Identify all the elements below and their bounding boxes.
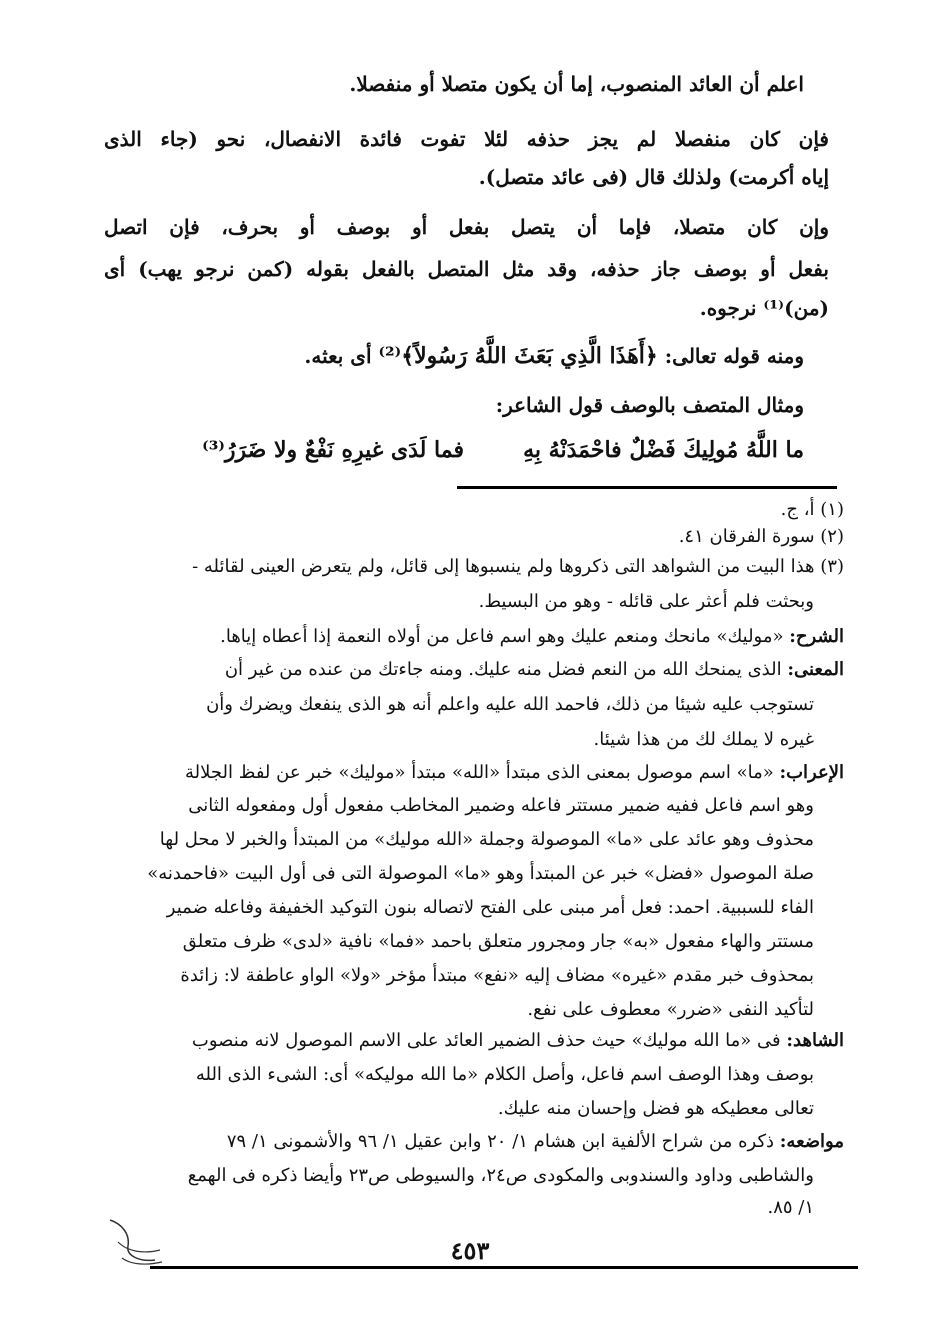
irab-label: الإعراب: [779,762,844,783]
body-line-2: فإن كان منفصلا لم يجز حذفه لئلا تفوت فائدة الانفصال، نحو (جاء الذى [104,127,829,151]
quran-intro: ومنه قوله تعالى: [664,344,804,368]
irab-line-1 [185,762,844,783]
irab-line-2: وهو اسم فاعل ففيه ضمير مستتر فاعله وضمير المخاطب مفعول أول ومفعوله الثانى [188,795,814,816]
quran-verse: ﴿أَهَذَا الَّذِي بَعَثَ اللَّهُ رَسُولاً﴾⁽²⁾ [378,343,658,369]
irab-text-1: «ما» اسم موصول بمعنى الذى مبتدأ «الله» مبتدأ «موليك» خبر عن لفظ الجلالة [185,762,774,783]
body-line-5: بفعل أو بوصف جاز حذفه، وقد مثل المتصل بالفعل بقوله (كمن نرجو يهب) أى [104,257,829,281]
shahid-line-3: تعالى معطيكه هو فضل وإحسان منه عليك. [497,1098,814,1119]
maana-line-2: تستوجب عليه شيئا من ذلك، فاحمد الله عليه واعلم أنه هو الذى ينفعك ويضرك وأن [206,694,814,715]
footnote-separator [457,486,837,489]
sharh-line [220,626,844,647]
irab-line-4: صلة الموصول «فضل» خبر عن المبتدأ وهو «ما» الموصولة التى فى أول البيت «فاحمدنه» [147,863,814,884]
body-line-8: ومثال المتصف بالوصف قول الشاعر: [495,393,804,417]
sharh-text: «موليك» مانحك ومنعم عليك وهو اسم فاعل من أولاه النعمة إذا أعطاه إياها. [220,626,784,647]
mawadi-text-1: ذكره من شراح الألفية ابن هشام ١/ ٢٠ وابن عقيل ١/ ٩٦ والأشمونى ١/ ٧٩ [226,1131,775,1152]
mawadi-label: مواضعه: [779,1131,844,1152]
shahid-label: الشاهد: [786,1030,844,1051]
mawadi-line-3: ١/ ٨٥. [767,1197,814,1218]
maana-text-1: الذى يمنحك الله من النعم فضل منه عليك. ومنه جاءتك من عنده من غير أن [224,659,782,680]
shahid-text-1: فى «ما الله موليك» حيث حذف الضمير العائد على الاسم الموصول لانه منصوب [191,1030,781,1051]
footnote-2: (٢) سورة الفرقان ٤١. [678,526,844,547]
shahid-line-1 [192,1030,844,1051]
quran-line [304,343,804,369]
irab-line-5: الفاء للسببية. احمد: فعل أمر مبنى على الفتح لاتصاله بنون التوكيد الخفيفة وفاعله ضمير [166,897,814,918]
body-line-1: اعلم أن العائد المنصوب، إما أن يكون متصلا أو منفصلا. [349,72,804,96]
verse-first-hemistich: ما اللَّهُ مُولِيكَ فَضْلٌ فاحْمَدَنْهُ بِهِ [523,437,804,463]
footnote-3-line-2: وبحثت فلم أعثر على قائله - وهو من البسيط. [478,591,814,612]
maana-label: المعنى: [787,659,844,680]
irab-line-7: بمحذوف خبر مقدم «غيره» مضاف إليه «نفع» مبتدأ مؤخر «ولا» الواو عاطفة لا: زائدة [180,965,814,986]
footnote-3-line-1: (٣) هذا البيت من الشواهد التى ذكروها ولم ينسبوها إلى قائل، ولم يتعرض العينى لقائله - [192,556,844,577]
irab-line-3: محذوف وهو عائد على «ما» الموصولة وجملة «الله موليك» من المبتدأ والخبر لا محل لها [159,829,814,850]
quran-gloss: أى بعثه. [304,344,372,368]
body-line-4: وإن كان متصلا، فإما أن يتصل بفعل أو بوصف أو بحرف، فإن اتصل [104,215,829,239]
handwritten-mark-icon [100,1212,170,1272]
bottom-rule [150,1266,858,1269]
mawadi-line-2: والشاطبى وداود والسندوبى والمكودى ص٢٤، والسيوطى ص٢٣ وأيضا ذكره فى الهمع [187,1165,814,1186]
body-line-3: إياه أكرمت) ولذلك قال (فى عائد متصل). [478,165,829,189]
irab-line-6: مستتر والهاء مفعول «به» جار ومجرور متعلق باحمد «فما» نافية «لدى» ظرف متعلق [182,931,814,952]
page-number: ٤٥٣ [450,1236,490,1265]
shahid-line-2: بوصف وهذا الوصف اسم فاعل، وأصل الكلام «ما الله موليكه» أى: الشىء الذى الله [195,1064,814,1085]
body-line-6: (من)⁽¹⁾ نرجوه. [699,296,829,320]
maana-line-1 [225,659,844,680]
mawadi-line-1 [227,1131,844,1152]
sharh-label: الشرح: [789,626,844,647]
irab-line-8: لتأكيد النفى «ضرر» معطوف على نفع. [527,999,814,1020]
maana-line-3: غيره لا يملك لك من هذا شيئا. [593,729,814,750]
footnote-1: (١) أ، ج. [780,499,844,520]
verse-second-hemistich: فما لَدَى غيرِهِ نَفْعٌ ولا ضَرَرُ⁽³⁾ [202,437,464,463]
